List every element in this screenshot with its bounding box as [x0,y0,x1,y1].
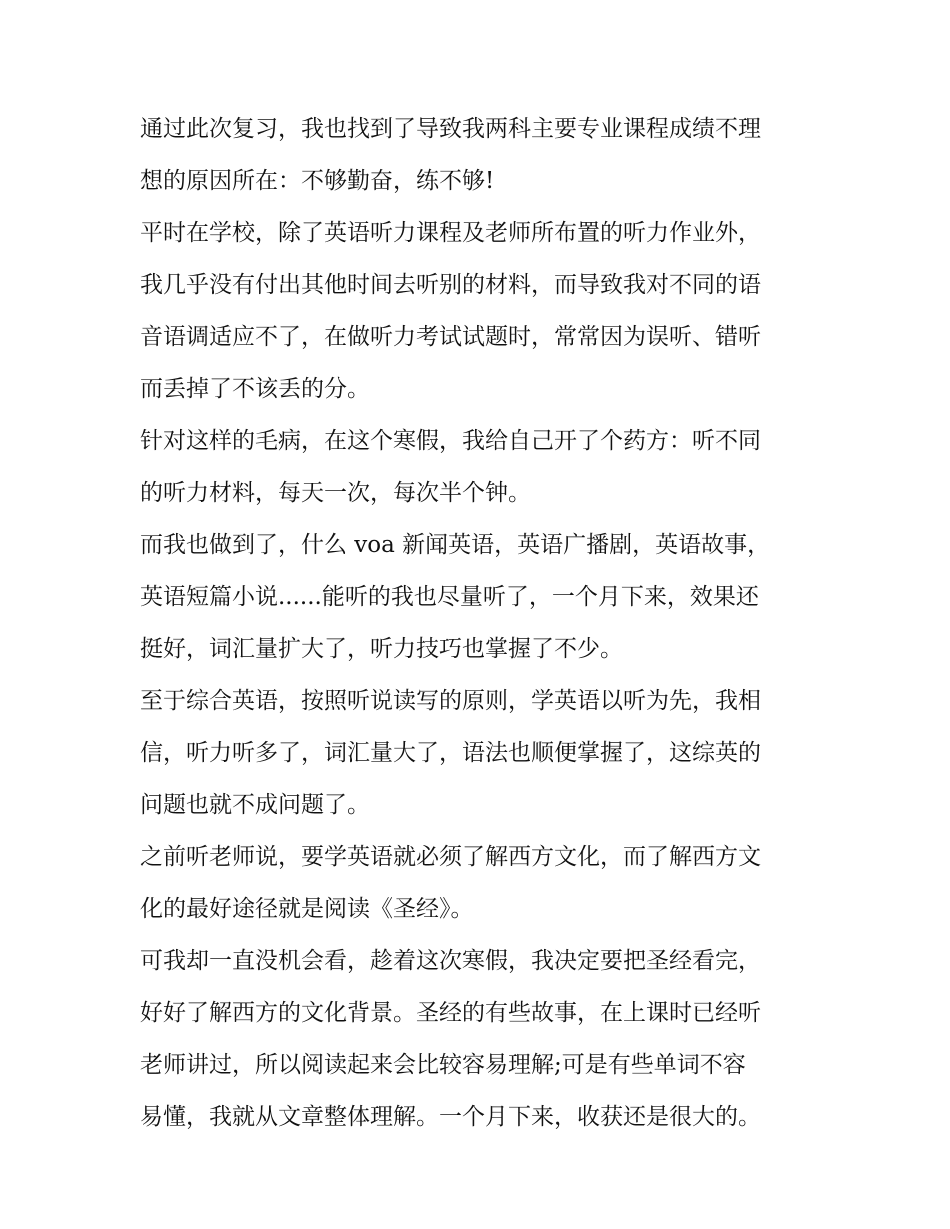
paragraph-listening-problem [140,207,820,415]
text-line: 问题也就不成问题了。 [140,792,370,818]
text-line: 英语短篇小说......能听的我也尽量听了，一个月下来，效果还 [140,584,759,610]
paragraph-listening-practice [140,519,820,675]
text-line: 的听力材料，每天一次，每次半个钟。 [140,480,531,506]
text-line: 可我却一直没机会看，趁着这次寒假，我决定要把圣经看完， [140,948,761,974]
document-body [140,103,820,1143]
text-line: 针对这样的毛病，在这个寒假，我给自己开了个药方：听不同 [140,428,761,454]
paragraph-western-culture [140,831,820,935]
text-line: 易懂，我就从文章整体理解。一个月下来，收获还是很大的。 [140,1104,761,1130]
text-line: 之前听老师说，要学英语就必须了解西方文化，而了解西方文 [140,844,761,870]
text-line: 挺好，词汇量扩大了，听力技巧也掌握了不少。 [140,636,623,662]
text-line: 信，听力听多了，词汇量大了，语法也顺便掌握了，这综英的 [140,740,761,766]
paragraph-bible-reading [140,935,820,1143]
text-line: 好好了解西方的文化背景。圣经的有些故事，在上课时已经听 [140,1000,761,1026]
text-line: 我几乎没有付出其他时间去听别的材料，而导致我对不同的语 [140,272,761,298]
text-line: 老师讲过，所以阅读起来会比较容易理解;可是有些单词不容 [140,1052,746,1078]
text-line: 至于综合英语，按照听说读写的原则，学英语以听为先，我相 [140,688,761,714]
paragraph-review-reason [140,103,820,207]
text-line: 想的原因所在：不够勤奋，练不够! [140,168,495,194]
text-line: 而丢掉了不该丢的分。 [140,376,370,402]
paragraph-prescription [140,415,820,519]
paragraph-comprehensive-english [140,675,820,831]
text-line: 音语调适应不了，在做听力考试试题时，常常因为误听、错听 [140,324,761,350]
text-line: 而我也做到了，什么 voa 新闻英语，英语广播剧，英语故事， [140,532,771,558]
text-line: 平时在学校，除了英语听力课程及老师所布置的听力作业外， [140,220,761,246]
text-line: 化的最好途径就是阅读《圣经》。 [140,896,474,922]
text-line: 通过此次复习，我也找到了导致我两科主要专业课程成绩不理 [140,116,761,142]
